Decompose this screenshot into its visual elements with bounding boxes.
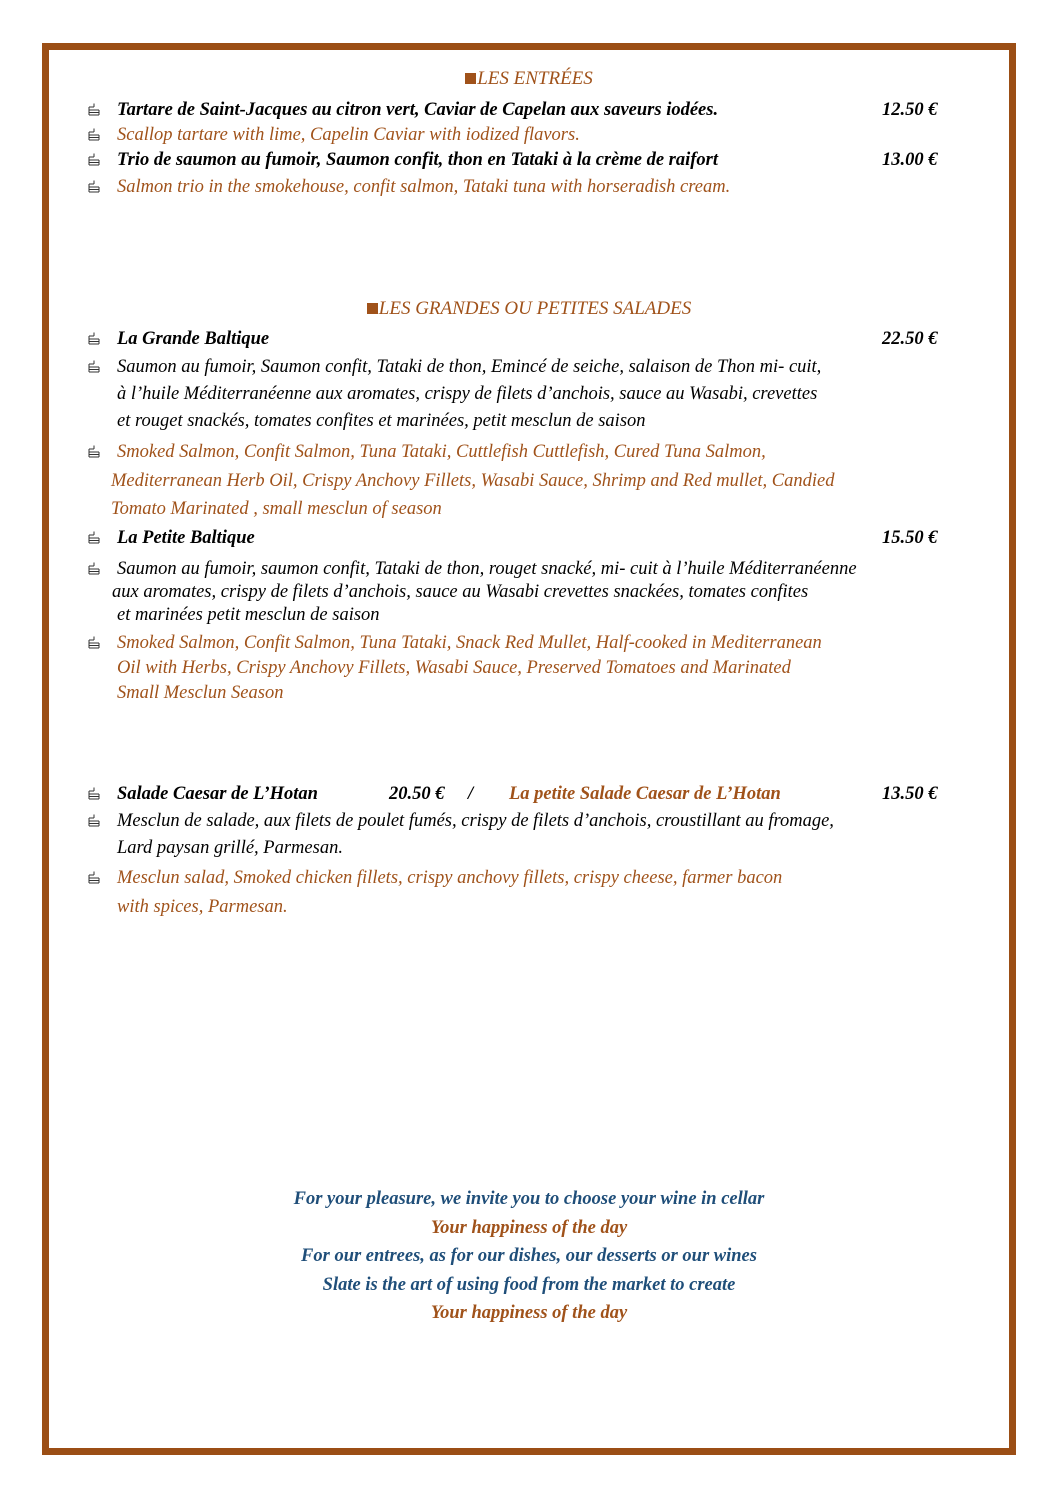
menu-bullet-icon [88,562,100,575]
description-line: Mesclun de salade, aux filets de poulet fumés, crispy de filets d’anchois, croustillant au fromage, [117,811,834,831]
dish-translation: Scallop tartare with lime, Capelin Caviar with iodized flavors. [117,125,580,145]
dish-translation: Salmon trio in the smokehouse, confit salmon, Tataki tuna with horseradish cream. [117,177,731,197]
dish-name: La Grande Baltique [117,329,270,349]
description-line: Mesclun salad, Smoked chicken fillets, crispy anchovy fillets, crispy cheese, farmer bacon [117,868,783,888]
footer-line: Your happiness of the day [430,1217,628,1238]
description-line: à l’huile Méditerranéenne aux aromates, crispy de filets d’anchois, sauce au Wasabi, crevettes [117,384,818,404]
menu-bullet-icon [88,153,100,166]
menu-bullet-icon [88,360,100,373]
menu-item-fr [88,327,998,352]
dish-description-en [88,866,998,920]
small-dish-price: 13.50 € [882,784,938,804]
price-separator: / [468,784,474,804]
menu-bullet-icon [88,871,100,884]
menu-item-en [88,175,998,200]
menu-bullet-icon [88,445,100,458]
footer-line: For your pleasure, we invite you to choose your wine in cellar [293,1189,765,1209]
description-line: Mediterranean Herb Oil, Crispy Anchovy Fillets, Wasabi Sauce, Shrimp and Red mullet, Candied [111,471,835,491]
square-bullet-icon [465,73,476,84]
menu-bullet-icon [88,787,100,800]
section-title-salades: LES GRANDES OU PETITES SALADES [0,298,1058,320]
section-title-entrees: LES ENTRÉES [0,68,1058,90]
dish-name: La Petite Baltique [117,528,255,548]
menu-item-fr [88,98,998,123]
description-line: Saumon au fumoir, Saumon confit, Tataki de thon, Emincé de seiche, salaison de Thon mi- cuit, [117,357,822,377]
description-line: Tomato Marinated , small mesclun of season [111,499,442,519]
menu-bullet-icon [88,180,100,193]
description-line: Smoked Salmon, Confit Salmon, Tuna Tataki, Snack Red Mullet, Half-cooked in Mediterranean [117,633,822,653]
description-line: Oil with Herbs, Crispy Anchovy Fillets, Wasabi Sauce, Preserved Tomatoes and Marinated [117,658,791,678]
description-line: Saumon au fumoir, saumon confit, Tataki de thon, rouget snacké, mi- cuit à l’huile Méditerranéenne [117,559,857,579]
dish-name: Salade Caesar de L’Hotan [117,784,318,804]
dish-price: 15.50 € [882,528,938,548]
dish-description-fr [88,809,1018,861]
footer-line: Your happiness of the day [430,1303,628,1323]
dish-price: 12.50 € [882,100,938,120]
dish-price: 13.00 € [882,150,938,170]
description-line: et rouget snackés, tomates confites et marinées, petit mesclun de saison [117,411,646,431]
description-line: with spices, Parmesan. [117,897,288,917]
dish-description-fr [88,355,998,434]
menu-bullet-icon [88,531,100,544]
menu-bullet-icon [88,103,100,116]
menu-bullet-icon [88,636,100,649]
menu-bullet-icon [88,128,100,141]
footer-line: Slate is the art of using food from the market to create [322,1274,736,1295]
footer-line: For our entrees, as for our dishes, our desserts or our wines [301,1246,757,1266]
description-line: Lard paysan grillé, Parmesan. [117,838,343,858]
description-line: et marinées petit mesclun de saison [117,605,380,625]
dish-name: Trio de saumon au fumoir, Saumon confit, thon en Tataki à la crème de raifort [117,150,718,170]
footer-message [0,1185,1058,1328]
menu-bullet-icon [88,332,100,345]
dish-description-fr [88,557,1018,628]
dish-description-en [88,631,998,706]
description-line: Small Mesclun Season [117,683,284,703]
dish-name: Tartare de Saint-Jacques au citron vert, Caviar de Capelan aux saveurs iodées. [117,100,719,120]
menu-bullet-icon [88,814,100,827]
small-dish-name: La petite Salade Caesar de L’Hotan [509,784,781,804]
description-line: Smoked Salmon, Confit Salmon, Tuna Tataki, Cuttlefish Cuttlefish, Cured Tuna Salmon, [117,442,766,462]
square-bullet-icon [367,303,378,314]
description-line: aux aromates, crispy de filets d’anchois, sauce au Wasabi crevettes snackées, tomates confites [112,582,809,602]
menu-item-caesar [88,782,998,807]
menu-item-fr [88,526,998,551]
menu-item-fr [88,148,998,173]
dish-price: 20.50 € [389,784,445,804]
dish-description-en [88,440,998,522]
menu-item-en [88,123,998,148]
dish-price: 22.50 € [882,329,938,349]
